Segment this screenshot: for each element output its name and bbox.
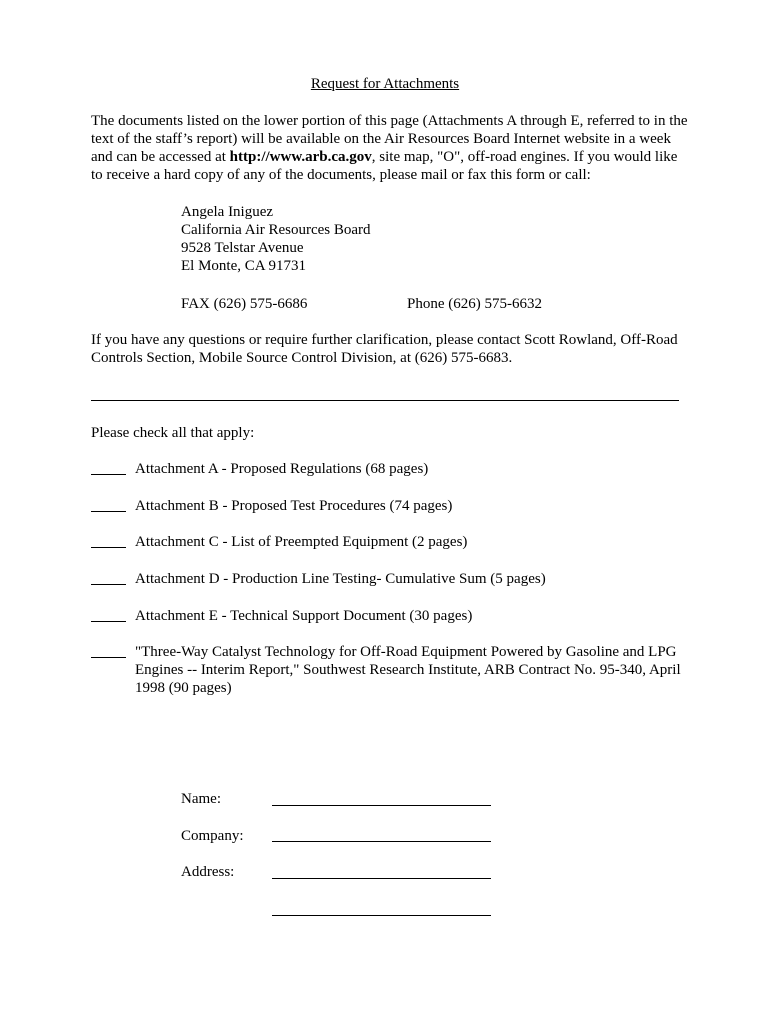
attachment-c-label: Attachment C - List of Preempted Equipment (2 pages): [135, 534, 468, 550]
name-label: Name:: [181, 791, 221, 807]
section-divider: [91, 400, 679, 401]
attachment-b-label: Attachment B - Proposed Test Procedures (74 pages): [135, 498, 453, 514]
attachment-d-label: Attachment D - Production Line Testing- Cumulative Sum (5 pages): [135, 571, 546, 587]
intro-text-before-url: The documents listed on the lower portion of this page (Attachments A through E, referred to in the text of the staff’s report) will be available on the Air Resources Board Internet website in a week and can be accessed at: [91, 113, 688, 165]
intro-text-after-url: , site map, "O", off-road engines. If you would like to receive a hard copy of any of the documents, please mail or fax this form or call:: [91, 149, 678, 183]
contact-phone: Phone (626) 575-6632: [407, 296, 542, 312]
address-field-line-2[interactable]: [272, 897, 491, 916]
attachment-a-label: Attachment A - Proposed Regulations (68 pages): [135, 461, 429, 477]
contact-address-block: [181, 203, 371, 275]
company-label: Company:: [181, 828, 244, 844]
check-prompt: Please check all that apply:: [91, 425, 255, 441]
swri-report-check-blank[interactable]: [91, 657, 126, 658]
intro-paragraph: [91, 112, 691, 184]
company-field[interactable]: [272, 823, 491, 842]
swri-report-label: "Three-Way Catalyst Technology for Off-Road Equipment Powered by Gasoline and LPG Engines -- Interim Report," Southwest Research Institute, ARB Contract No. 95-340, April 1998 (90 pages): [135, 644, 681, 696]
contact-organization: California Air Resources Board: [181, 222, 371, 238]
attachment-e-label: Attachment E - Technical Support Document (30 pages): [135, 608, 473, 624]
contact-street: 9528 Telstar Avenue: [181, 240, 304, 256]
attachment-e-check-blank[interactable]: [91, 621, 126, 622]
attachment-c-check-blank[interactable]: [91, 547, 126, 548]
name-field[interactable]: [272, 787, 491, 806]
address-label: Address:: [181, 864, 235, 880]
attachment-b-check-blank[interactable]: [91, 511, 126, 512]
contact-fax: FAX (626) 575-6686: [181, 296, 308, 312]
page-title: Request for Attachments: [310, 76, 460, 92]
website-url: http://www.arb.ca.gov: [229, 149, 372, 165]
attachment-a-check-blank[interactable]: [91, 474, 126, 475]
contact-name: Angela Iniguez: [181, 204, 274, 220]
questions-paragraph: If you have any questions or require further clarification, please contact Scott Rowland, Off-Road Controls Section, Mobile Source Control Division, at (626) 575-6683.: [91, 332, 678, 366]
address-field[interactable]: [272, 860, 491, 879]
attachment-d-check-blank[interactable]: [91, 584, 126, 585]
contact-city: El Monte, CA 91731: [181, 258, 307, 274]
